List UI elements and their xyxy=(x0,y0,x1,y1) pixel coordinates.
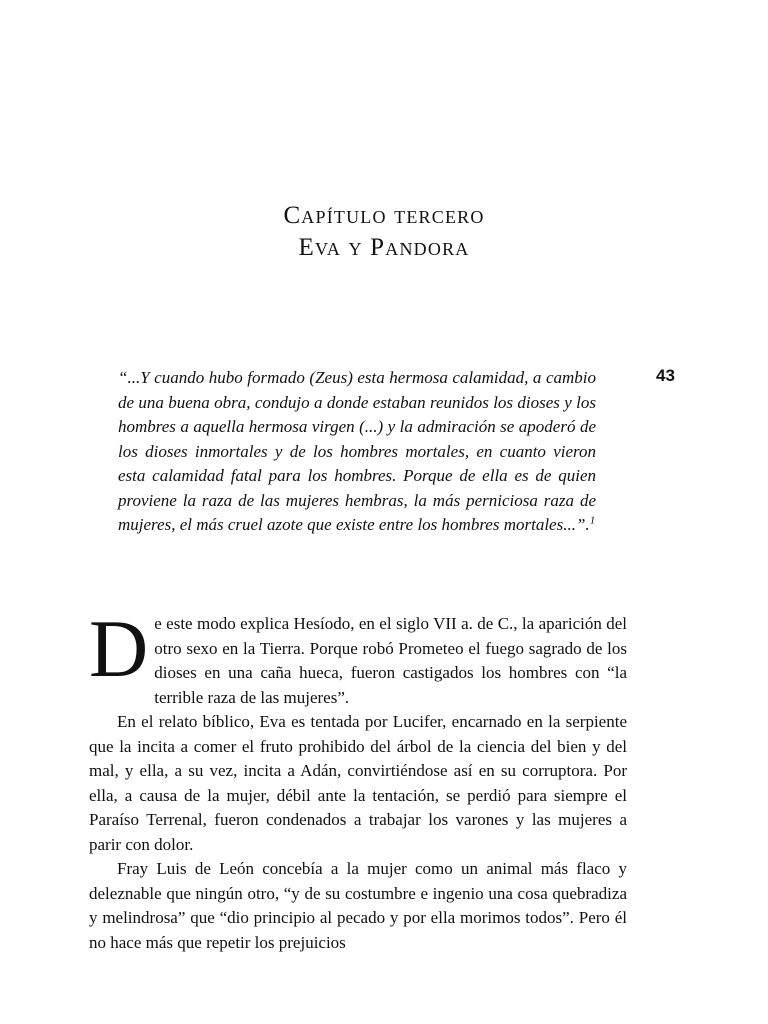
paragraph-1 xyxy=(89,603,627,710)
paragraph-3: Fray Luis de León concebía a la mujer como un animal más flaco y deleznable que ningún otro, “y de su costumbre e ingenio una cosa quebradiza y melindrosa” que “dio principio al pecado y por ella morimos todos”. Pero él no hace más que repetir los prejuicios xyxy=(89,859,627,952)
epigraph-quote xyxy=(118,366,596,538)
paragraph-2: En el relato bíblico, Eva es tentada por Lucifer, encarnado en la serpiente que la incita a comer el fruto prohibido del árbol de la ciencia del bien y del mal, y ella, a su vez, incita a Adán, convirtiéndose así en su corruptora. Por ella, a causa de la mujer, débil ante la tentación, se perdió para siempre el Paraíso Terrenal, fueron condenados a trabajar los varones y las mujeres a parir con dolor. xyxy=(89,712,627,854)
chapter-number: Capítulo tercero xyxy=(283,202,485,229)
chapter-title: Eva y Pandora xyxy=(298,234,470,261)
page-number: 43 xyxy=(656,366,675,385)
chapter-heading xyxy=(0,200,768,264)
paragraph-1-text: e este modo explica Hesíodo, en el siglo VII a. de C., la aparición del otro sexo en la Tierra. Porque robó Prometeo el fuego sagrado de los dioses en una caña hueca, fueron castigados los hombres con “la terrible raza de las mujeres”. xyxy=(154,614,627,707)
body-text xyxy=(89,603,627,955)
drop-cap: D xyxy=(89,603,149,694)
epigraph-text: “...Y cuando hubo formado (Zeus) esta hermosa calamidad, a cambio de una buena obra, condujo a donde estaban reunidos los dioses y los hombres a aquella hermosa virgen (...) y la admiración se apoderó de los dioses inmortales y de los hombres mortales, en cuanto vieron esta calamidad fatal para los hombres. Porque de ella es de quien proviene la raza de las mujeres hembras, la más perniciosa raza de mujeres, el más cruel azote que existe entre los hombres mortales...”. xyxy=(118,368,596,534)
footnote-reference: 1 xyxy=(589,514,596,527)
